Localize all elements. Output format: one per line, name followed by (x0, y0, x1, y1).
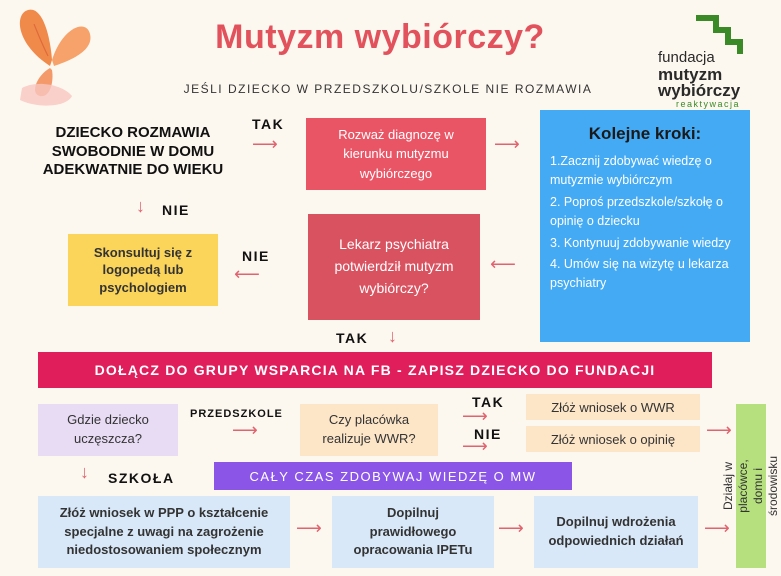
support-banner: DOŁĄCZ DO GRUPY WSPARCIA NA FB - ZAPISZ DZIECKO DO FUNDACJI (38, 352, 712, 388)
consult-box: Skonsultuj się z logopedą lub psychologiem (68, 234, 218, 306)
label-nie-1: NIE (162, 202, 190, 218)
next-steps-box (540, 110, 750, 342)
ppp-apply-box: Złóż wniosek w PPP o kształcenie specjalne z uwagi na zagrożenie niedostosowaniem społecznym (38, 496, 290, 568)
psychiatrist-box: Lekarz psychiatra potwierdził mutyzm wybiórczy? (308, 214, 480, 320)
arrow-right-icon: ⟶ (462, 406, 488, 426)
ipetu-box: Dopilnuj prawidłowego opracowania IPETu (332, 496, 494, 568)
butterfly-icon (6, 4, 96, 114)
label-szkola: SZKOŁA (108, 470, 175, 486)
diagnosis-box: Rozważ diagnozę w kierunku mutyzmu wybiórczego (306, 118, 486, 190)
arrow-right-icon: ⟶ (706, 420, 732, 440)
next-step-item: 2. Poproś przedszkole/szkołę o opinię o dziecku (550, 194, 724, 229)
next-step-item: 3. Kontynuuj zdobywanie wiedzy (550, 235, 731, 250)
where-box: Gdzie dziecko uczęszcza? (38, 404, 178, 456)
label-tak-3: TAK (472, 394, 505, 410)
act-text: Działaj w placówce, domu i środowisku (721, 455, 781, 517)
label-tak-2: TAK (336, 330, 369, 346)
logo-line2: mutyzm (658, 65, 723, 84)
implement-box: Dopilnuj wdrożenia odpowiednich działań (534, 496, 698, 568)
label-przedszkole: PRZEDSZKOLE (190, 408, 283, 420)
page-title: Mutyzm wybiórczy? (215, 18, 545, 56)
act-box (721, 404, 781, 568)
foundation-logo (656, 14, 762, 110)
arrow-down-icon: ↓ (136, 196, 145, 216)
arrow-right-icon: ⟶ (252, 134, 278, 154)
arrow-right-icon: ⟶ (462, 436, 488, 456)
arrow-down-icon: ↓ (388, 326, 397, 346)
arrow-right-icon: ⟶ (232, 420, 258, 440)
opinion-apply-box: Złóż wniosek o opinię (526, 426, 700, 452)
arrow-right-icon: ⟶ (704, 518, 730, 538)
arrow-left-icon: ⟵ (234, 264, 260, 284)
arrow-down-icon: ↓ (80, 462, 89, 482)
label-tak-1: TAK (252, 116, 285, 132)
label-nie-3: NIE (474, 426, 502, 442)
next-step-item: 1.Zacznij zdobywać wiedzę o mutyzmie wybiórczym (550, 154, 712, 188)
page-subtitle: JEŚLI DZIECKO W PRZEDSZKOLU/SZKOLE NIE ROZMAWIA (183, 82, 593, 96)
wwr-apply-box: Złóż wniosek o WWR (526, 394, 700, 420)
arrow-left-icon: ⟵ (490, 254, 516, 274)
logo-line3: wybiórczy (658, 81, 741, 100)
label-nie-2: NIE (242, 248, 270, 264)
next-steps-title: Kolejne kroki: (588, 124, 702, 143)
start-node: DZIECKO ROZMAWIA SWOBODNIE W DOMU ADEKWATNIE DO WIEKU (42, 123, 224, 179)
next-step-item: 4. Umów się na wizytę u lekarza psychiatry (550, 256, 729, 291)
keep-learning-banner: CAŁY CZAS ZDOBYWAJ WIEDZĘ O MW (214, 462, 572, 490)
wwr-question-box: Czy placówka realizuje WWR? (300, 404, 438, 456)
logo-line4: reaktywacja (676, 99, 741, 109)
arrow-right-icon: ⟶ (296, 518, 322, 538)
arrow-right-icon: ⟶ (494, 134, 520, 154)
arrow-right-icon: ⟶ (498, 518, 524, 538)
logo-line1: fundacja (658, 49, 715, 66)
